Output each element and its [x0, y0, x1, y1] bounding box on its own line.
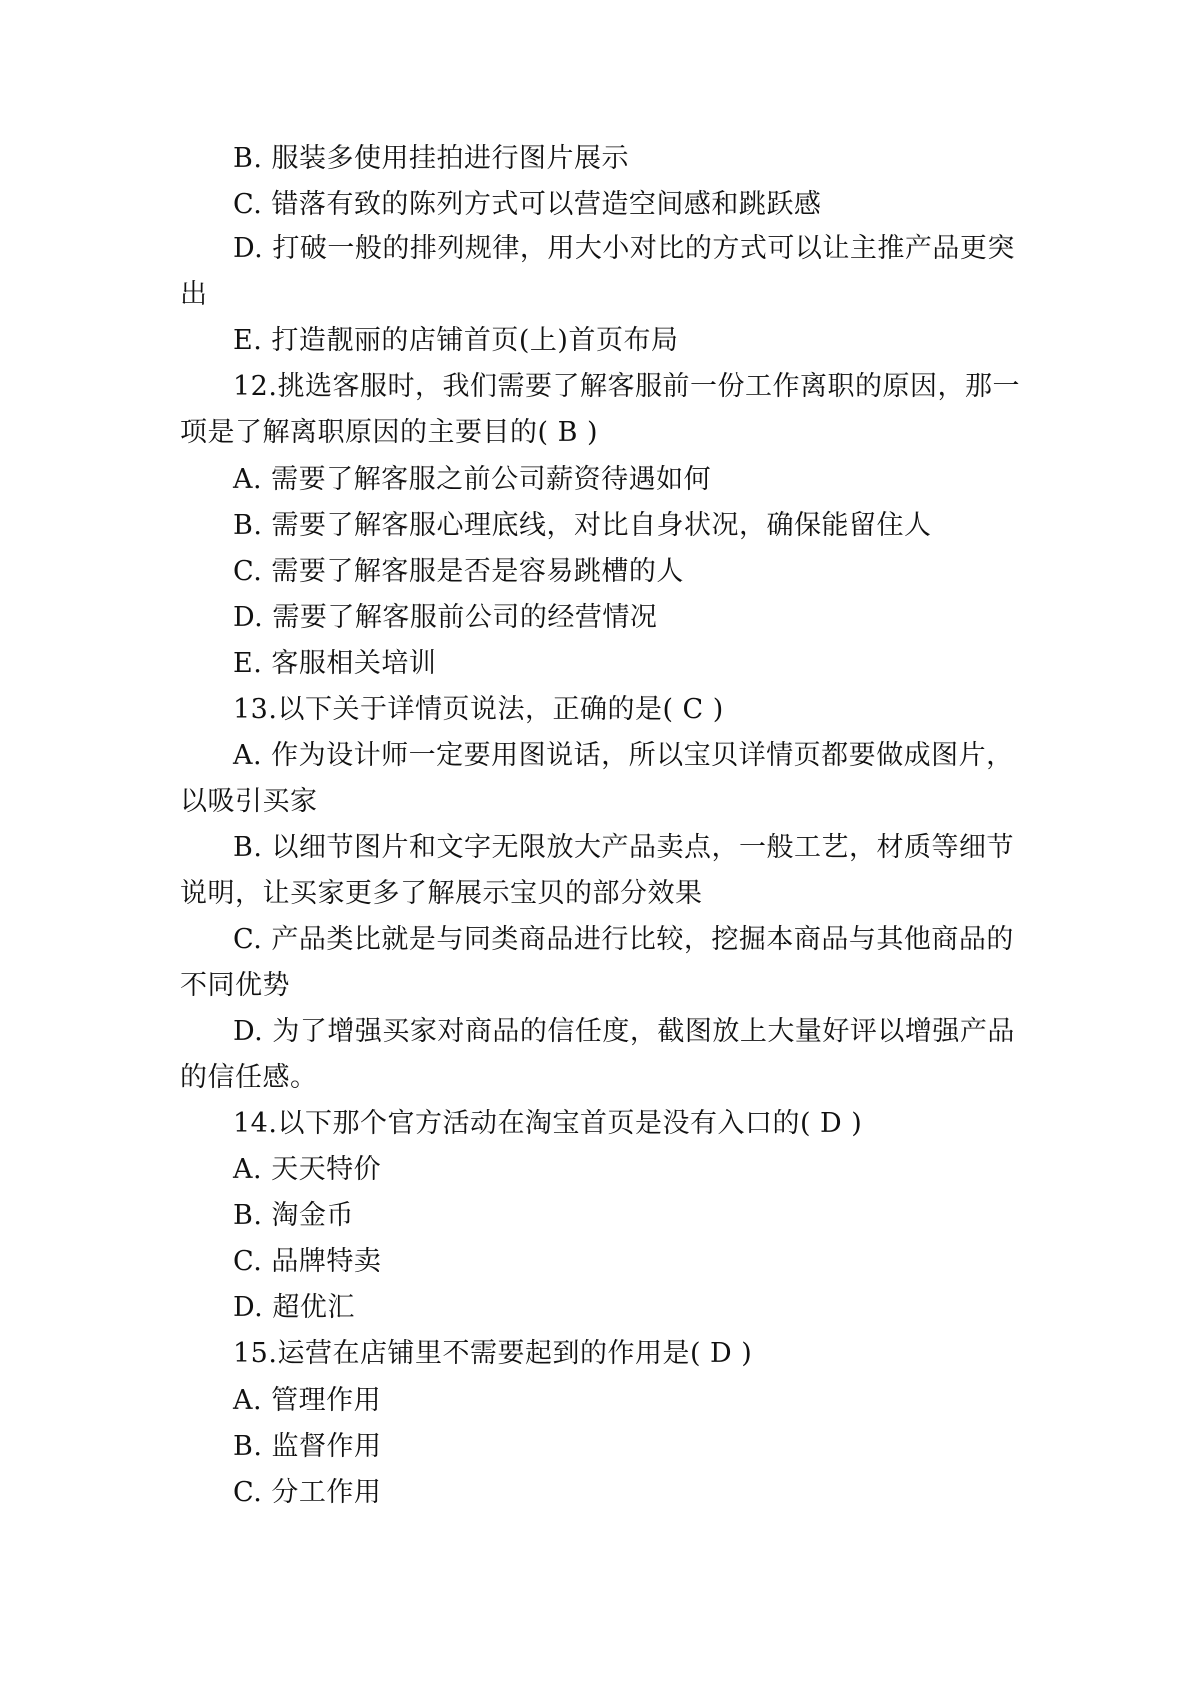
question-line: 14.以下那个官方活动在淘宝首页是没有入口的( D )	[233, 1108, 863, 1139]
question-line: 12.挑选客服时，我们需要了解客服前一份工作离职的原因，那一	[233, 371, 1020, 402]
option-line: B. 服装多使用挂拍进行图片展示	[233, 143, 630, 174]
option-line: A. 作为设计师一定要用图说话，所以宝贝详情页都要做成图片，	[233, 740, 1014, 771]
option-line: E. 客服相关培训	[233, 648, 437, 679]
continuation-line: 说明，让买家更多了解展示宝贝的部分效果	[180, 878, 703, 909]
option-line: A. 管理作用	[233, 1385, 382, 1416]
option-line: B. 监督作用	[233, 1431, 382, 1462]
option-line: B. 以细节图片和文字无限放大产品卖点，一般工艺，材质等细节	[233, 832, 1015, 863]
option-line: C. 品牌特卖	[233, 1246, 382, 1277]
option-line: B. 需要了解客服心理底线，对比自身状况，确保能留住人	[233, 510, 932, 541]
option-line: E. 打造靓丽的店铺首页(上)首页布局	[233, 325, 679, 356]
continuation-line: 项是了解离职原因的主要目的( B )	[180, 417, 599, 448]
option-line: B. 淘金币	[233, 1200, 355, 1231]
option-line: D. 需要了解客服前公司的经营情况	[233, 602, 658, 633]
option-line: C. 错落有致的陈列方式可以营造空间感和跳跃感	[233, 189, 822, 220]
continuation-line: 出	[180, 279, 208, 310]
option-line: D. 打破一般的排列规律，用大小对比的方式可以让主推产品更突	[233, 233, 1015, 264]
option-line: C. 产品类比就是与同类商品进行比较，挖掘本商品与其他商品的	[233, 924, 1014, 955]
option-line: A. 需要了解客服之前公司薪资待遇如何	[233, 464, 712, 495]
option-line: D. 超优汇	[233, 1292, 355, 1323]
continuation-line: 的信任感。	[180, 1062, 318, 1093]
option-line: D. 为了增强买家对商品的信任度，截图放上大量好评以增强产品	[233, 1016, 1015, 1047]
question-line: 13.以下关于详情页说法，正确的是( C )	[233, 694, 724, 725]
option-line: C. 分工作用	[233, 1477, 382, 1508]
question-line: 15.运营在店铺里不需要起到的作用是( D )	[233, 1338, 753, 1369]
option-line: C. 需要了解客服是否是容易跳槽的人	[233, 556, 684, 587]
continuation-line: 以吸引买家	[180, 786, 318, 817]
option-line: A. 天天特价	[233, 1154, 382, 1185]
continuation-line: 不同优势	[180, 970, 290, 1001]
